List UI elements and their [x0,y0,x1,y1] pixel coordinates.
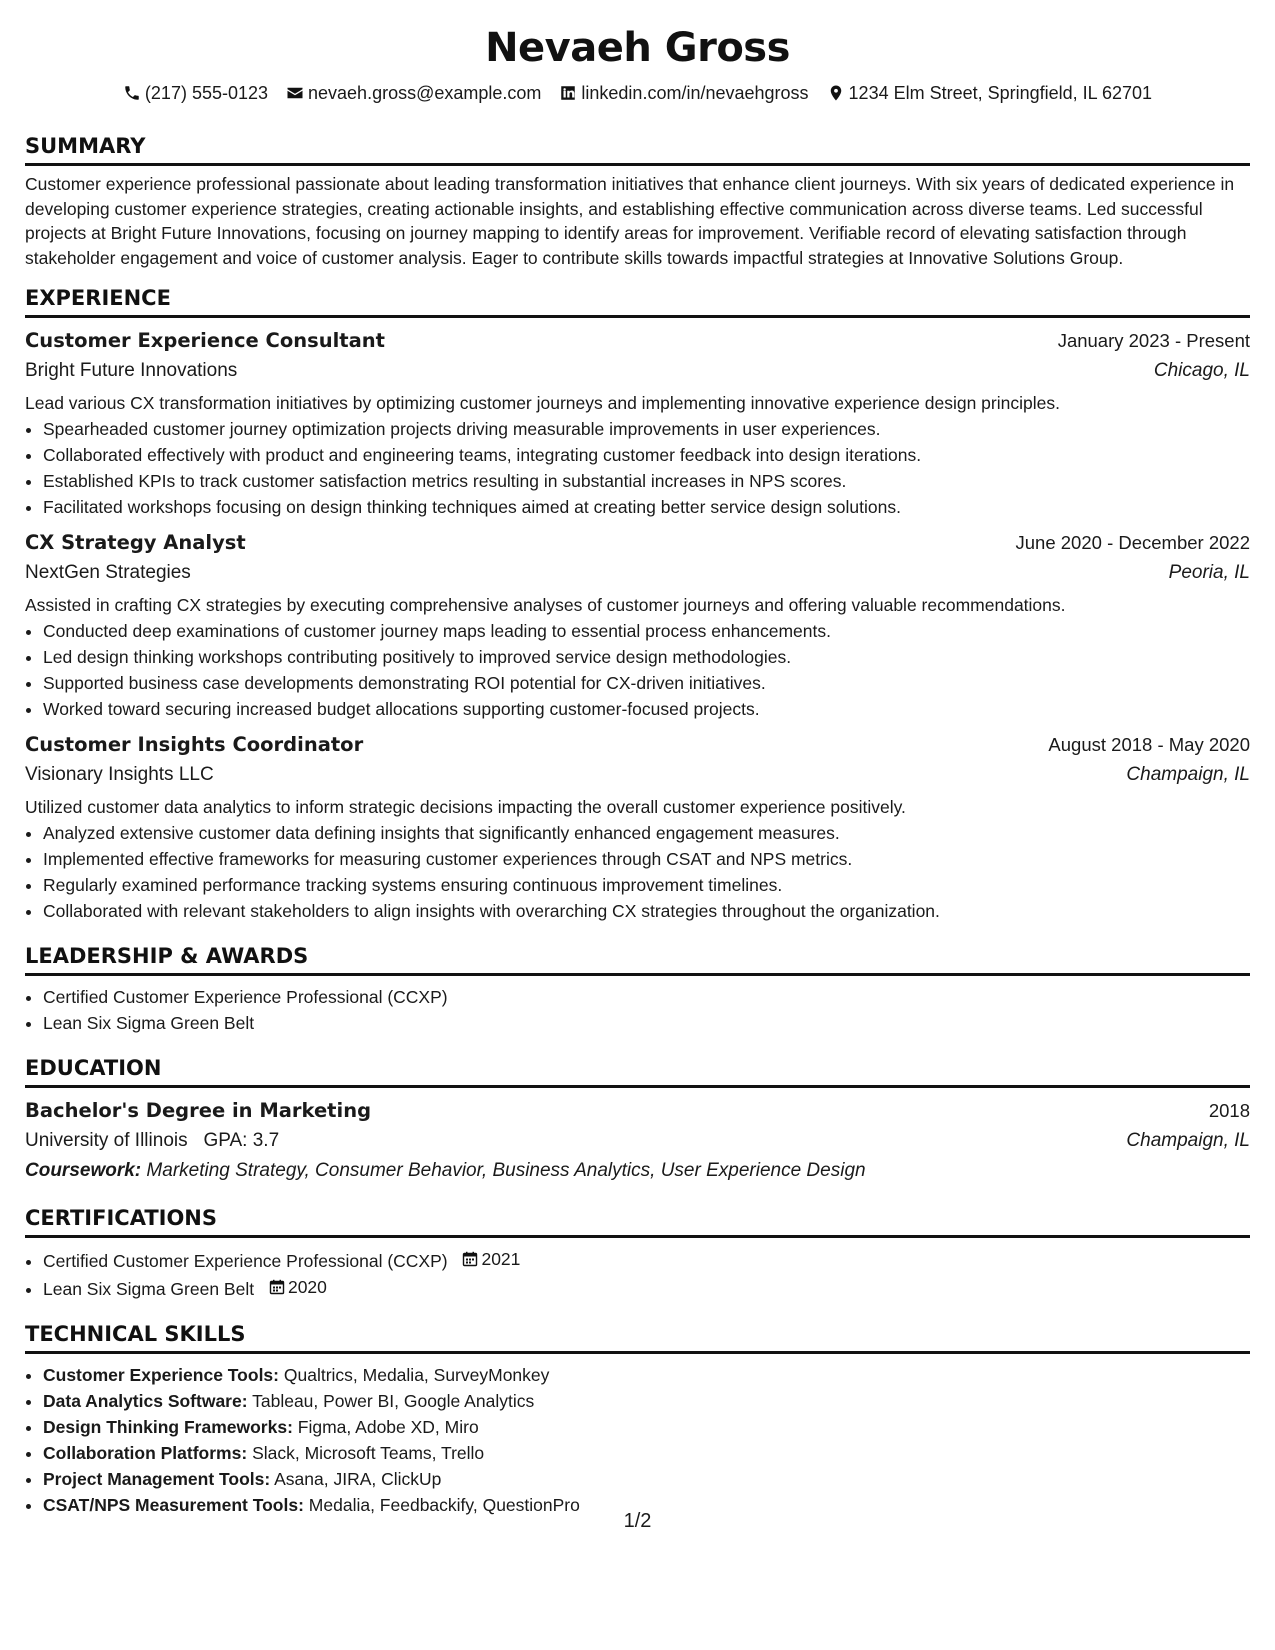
job-bullet: • Led design thinking workshops contributing positively to improved service design methodologies. [43,644,1250,670]
job-location: Chicago, IL [1153,360,1250,381]
envelope-icon [286,84,304,102]
job-bullet: • Conducted deep examinations of customer journey maps leading to essential process enhancements. [43,618,1250,644]
certification-item [43,1246,1250,1274]
skill-item [43,1414,1250,1440]
job-bullets [25,820,1250,924]
skill-category: CSAT/NPS Measurement Tools: [43,1495,304,1515]
linkedin-link[interactable]: linkedin.com/in/nevaehgross [581,83,809,103]
skill-item [43,1388,1250,1414]
contact-linkedin[interactable] [559,80,808,106]
school-location: Champaign, IL [1126,1130,1250,1151]
job-entry [25,326,1250,520]
job-dates: August 2018 - May 2020 [1048,734,1250,755]
calendar-icon [269,1279,285,1295]
job-location: Peoria, IL [1168,562,1250,583]
skill-category: Project Management Tools: [43,1469,271,1489]
skill-values: Medalia, Feedbackify, QuestionPro [308,1495,580,1515]
phone-icon [123,84,141,102]
certification-name: Lean Six Sigma Green Belt [43,1279,255,1299]
job-bullet: • Established KPIs to track customer satisfaction metrics resulting in substantial increases in NPS scores. [43,468,1250,494]
skill-values: Tableau, Power BI, Google Analytics [252,1391,535,1411]
coursework [25,1156,1250,1186]
summary-section [25,132,1250,270]
section-title: LEADERSHIP & AWARDS [25,942,1250,976]
skill-values: Qualtrics, Medalia, SurveyMonkey [283,1365,550,1385]
email-link[interactable]: nevaeh.gross@example.com [308,83,542,103]
linkedin-icon [559,84,577,102]
skills-section [25,1320,1250,1518]
certification-date [269,1274,327,1300]
job-location: Champaign, IL [1126,764,1250,785]
graduation-year: 2018 [1208,1100,1250,1121]
job-bullet: • Collaborated with relevant stakeholders to align insights with overarching CX strategies throughout the organization. [43,898,1250,924]
candidate-name: Nevaeh Gross [485,25,790,71]
skill-category: Design Thinking Frameworks: [43,1417,293,1437]
school-line [25,1126,279,1156]
section-title: TECHNICAL SKILLS [25,1320,1250,1354]
job-description: Utilized customer data analytics to inform strategic decisions impacting the overall customer experience positively. [25,797,906,817]
leadership-section [25,942,1250,1036]
job-description: Lead various CX transformation initiatives by optimizing customer journeys and implementing innovative experience design principles. [25,393,1060,413]
education-entry [25,1096,1250,1186]
job-bullet: • Collaborated effectively with product and engineering teams, integrating customer feedback into design iterations. [43,442,1250,468]
job-description: Assisted in crafting CX strategies by executing comprehensive analyses of customer journeys and offering valuable recommendations. [25,595,1066,615]
map-pin-icon [827,84,845,102]
skills-list [25,1362,1250,1518]
job-bullets [25,416,1250,520]
job-bullet: • Implemented effective frameworks for measuring customer experiences through CSAT and NPS metrics. [43,846,1250,872]
section-title: EXPERIENCE [25,284,1250,318]
company-name: Visionary Insights LLC [25,764,214,785]
job-bullet: • Supported business case developments demonstrating ROI potential for CX-driven initiatives. [43,670,1250,696]
page-number: 1/2 [623,1510,652,1532]
contact-address [827,80,1153,106]
contact-bar [25,80,1250,106]
skill-values: Slack, Microsoft Teams, Trello [252,1443,485,1463]
coursework-label: Coursework: [25,1160,142,1181]
job-bullet: • Worked toward securing increased budget allocations supporting customer-focused projects. [43,696,1250,722]
leadership-list [25,984,1250,1036]
list-item: • Certified Customer Experience Professional (CCXP) [43,984,1250,1010]
job-bullet: • Facilitated workshops focusing on design thinking techniques aimed at creating better service design solutions. [43,494,1250,520]
certification-year: 2020 [287,1277,327,1297]
summary-text: Customer experience professional passionate about leading transformation initiatives that enhance client journeys. With six years of dedicated experience in developing customer experience strategies, creating actionable insights, and establishing effective communication across diverse teams. Led successful projects at Bright Future Innovations, focusing on journey mapping to identify areas for improvement. Verifiable record of elevating satisfaction through stakeholder engagement and voice of customer analysis. Eager to contribute skills towards impactful strategies at Innovative Solutions Group. [25,174,1235,268]
skill-category: Collaboration Platforms: [43,1443,248,1463]
school-name: University of Illinois [25,1130,188,1151]
job-bullet: • Spearheaded customer journey optimization projects driving measurable improvements in user experiences. [43,416,1250,442]
job-entry [25,730,1250,924]
skill-category: Customer Experience Tools: [43,1365,279,1385]
gpa: GPA: 3.7 [203,1130,280,1151]
skill-item [43,1362,1250,1388]
job-title: Customer Experience Consultant [25,329,385,352]
section-title: SUMMARY [25,132,1250,166]
experience-section [25,284,1250,924]
certification-item [43,1274,1250,1302]
job-title: Customer Insights Coordinator [25,733,364,756]
company-name: NextGen Strategies [25,562,191,583]
job-dates: June 2020 - December 2022 [1015,532,1250,553]
coursework-list: Marketing Strategy, Consumer Behavior, Business Analytics, User Experience Design [146,1160,866,1181]
address-text: 1234 Elm Street, Springfield, IL 62701 [848,83,1153,103]
calendar-icon [462,1251,478,1267]
company-name: Bright Future Innovations [25,360,238,381]
certifications-section [25,1204,1250,1302]
contact-email[interactable] [286,80,541,106]
list-item: • Lean Six Sigma Green Belt [43,1010,1250,1036]
job-entry [25,528,1250,722]
resume-page [25,20,1250,1532]
job-bullet: • Analyzed extensive customer data defining insights that significantly enhanced engagement measures. [43,820,1250,846]
section-title: CERTIFICATIONS [25,1204,1250,1238]
skill-values: Asana, JIRA, ClickUp [274,1469,442,1489]
job-bullets [25,618,1250,722]
skill-values: Figma, Adobe XD, Miro [297,1417,479,1437]
education-section [25,1054,1250,1186]
skill-item [43,1440,1250,1466]
job-title: CX Strategy Analyst [25,531,246,554]
skill-item [43,1466,1250,1492]
section-title: EDUCATION [25,1054,1250,1088]
certification-name: Certified Customer Experience Professional (CCXP) [43,1251,448,1271]
contact-phone [123,80,268,106]
certifications-list [25,1246,1250,1302]
job-dates: January 2023 - Present [1057,330,1250,351]
certification-date [462,1246,520,1272]
certification-year: 2021 [481,1249,521,1269]
degree-title: Bachelor's Degree in Marketing [25,1099,372,1122]
job-bullet: • Regularly examined performance tracking systems ensuring continuous improvement timelines. [43,872,1250,898]
phone-text: (217) 555-0123 [144,83,269,103]
skill-category: Data Analytics Software: [43,1391,248,1411]
